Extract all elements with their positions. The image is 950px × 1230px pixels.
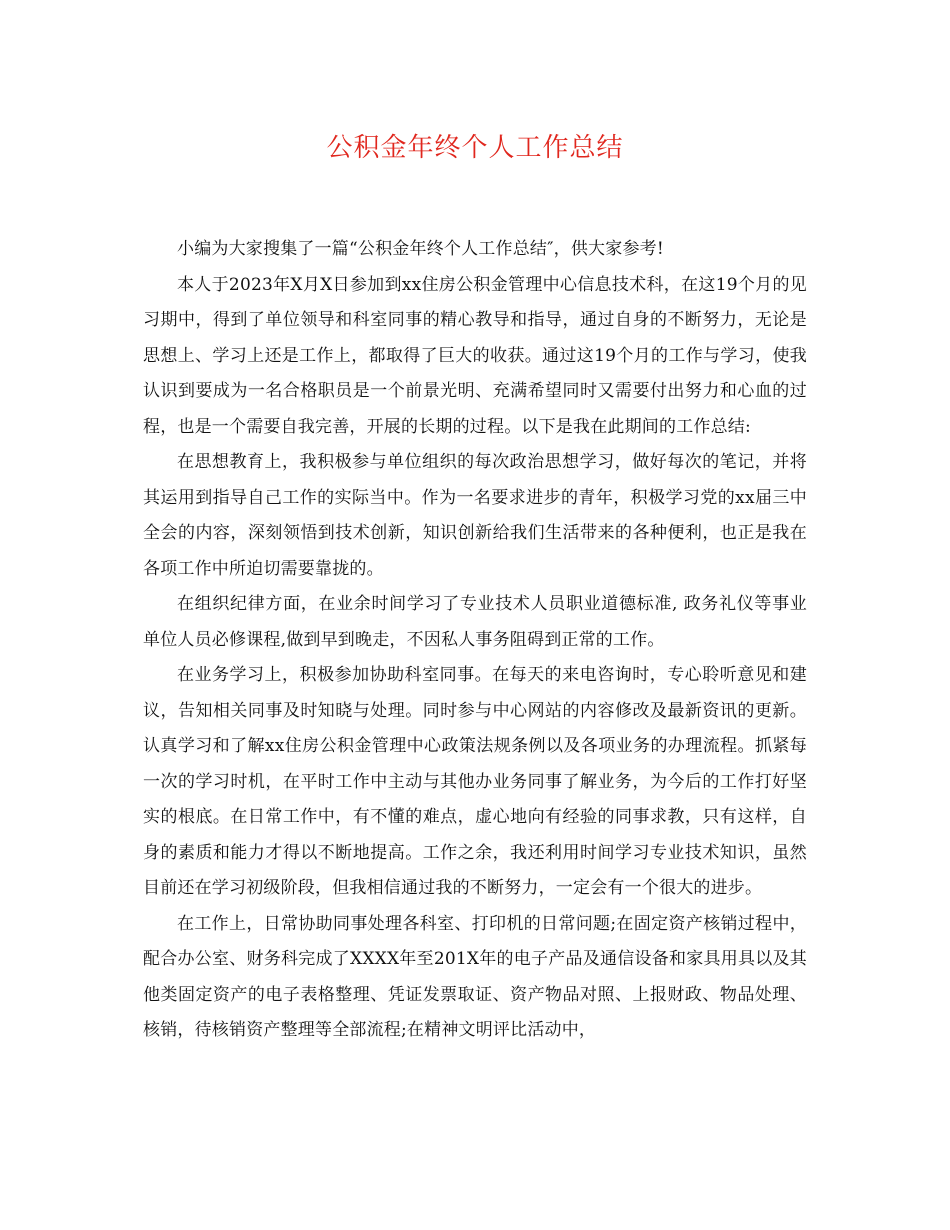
- paragraph-work: 在工作上，日常协助同事处理各科室、打印机的日常问题;在固定资产核销过程中，配合办公室、财务科完成了XXXX年至201X年的电子产品及通信设备和家具用具以及其他类固定资产的电子表格整理、凭证发票取证、资产物品对照、上报财政、物品处理、核销，待核销资产整理等全部流程;在精神文明评比活动中，: [143, 913, 807, 1040]
- paragraph-business-study: 在业务学习上，积极参加协助科室同事。在每天的来电咨询时，专心聆听意见和建议，告知相关同事及时知晓与处理。同时参与中心网站的内容修改及最新资讯的更新。认真学习和了解xx住房公积金管理中心政策法规条例以及各项业务的办理流程。抓紧每一次的学习时机，在平时工作中主动与其他办业务同事了解业务，为今后的工作打好坚实的根底。在日常工作中，有不懂的难点，虚心地向有经验的同事求教，只有这样，自身的素质和能力才得以不断地提高。工作之余，我还利用时间学习专业技术知识，虽然目前还在学习初级阶段，但我相信通过我的不断努力，一定会有一个很大的进步。: [143, 665, 807, 898]
- document-title: 公积金年终个人工作总结: [326, 133, 624, 163]
- document-body: [143, 232, 807, 1049]
- paragraph-overview: 本人于2023年X月X日参加到xx住房公积金管理中心信息技术科，在这19个月的见习期中，得到了单位领导和科室同事的精心教导和指导，通过自身的不断努力，无论是思想上、学习上还是工作上，都取得了巨大的收获。通过这19个月的工作与学习，使我认识到要成为一名合格职员是一个前景光明、充满希望同时又需要付出努力和心血的过程，也是一个需要自我完善，开展的长期的过程。以下是我在此期间的工作总结:: [143, 274, 807, 437]
- paragraph-intro: 小编为大家搜集了一篇“公积金年终个人工作总结″，供大家参考!: [177, 239, 664, 259]
- paragraph-ideology: 在思想教育上，我积极参与单位组织的每次政治思想学习，做好每次的笔记，并将其运用到指导自己工作的实际当中。作为一名要求进步的青年，积极学习党的xx届三中全会的内容，深刻领悟到技术创新，知识创新给我们生活带来的各种便利，也正是我在各项工作中所迫切需要靠拢的。: [143, 452, 807, 579]
- paragraph-discipline: 在组织纪律方面，在业余时间学习了专业技术人员职业道德标准, 政务礼仪等事业单位人员必修课程,做到早到晚走，不因私人事务阻碍到正常的工作。: [143, 594, 807, 650]
